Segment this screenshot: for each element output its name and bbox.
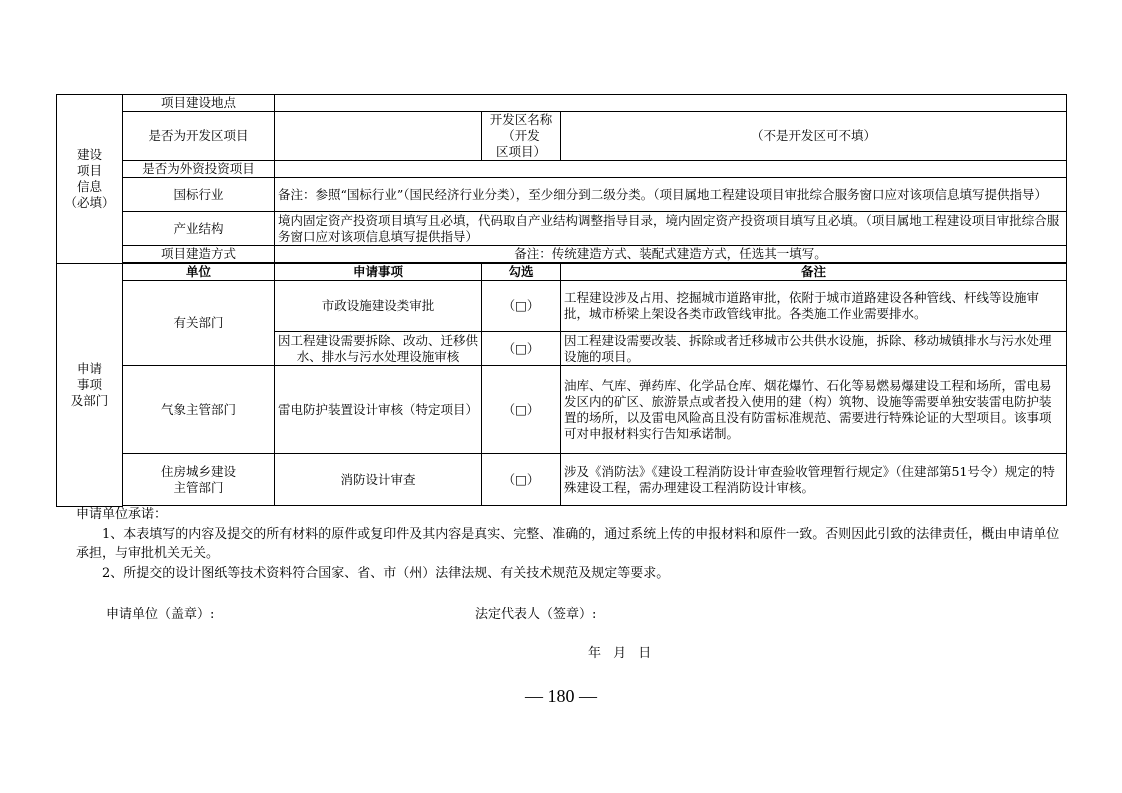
row-method <box>57 246 1067 263</box>
applicant-seal-label: 申请单位（盖章）: <box>106 607 215 622</box>
field-devzone-name[interactable]: （不是开发区可不填） <box>561 112 1067 161</box>
page-number: — 180 — <box>525 686 597 706</box>
checkbox-lightning[interactable]: （□） <box>482 366 561 454</box>
row-location <box>57 95 1067 112</box>
label-method: 项目建造方式 <box>123 246 275 263</box>
field-location[interactable] <box>275 95 1067 112</box>
checkbox-fire[interactable]: （□） <box>482 454 561 506</box>
header-item: 申请事项 <box>275 264 482 281</box>
row-header <box>57 264 1067 281</box>
item-water-facility: 因工程建设需要拆除、改动、迁移供水、排水与污水处理设施审核 <box>275 332 482 366</box>
commitment-title: 申请单位承诺： <box>76 507 168 522</box>
commitment-item-1: 1、本表填写的内容及提交的所有材料的原件或复印件及其内容是真实、完整、准确的，通过系统上传的申报材料和原件一致。否则因此引致的法律责任，概由申请单位承担，与审批机关无关。 <box>76 526 1060 561</box>
item-municipal: 市政设施建设类审批 <box>275 281 482 332</box>
section-application-title: 申请 事项 及部门 <box>57 264 123 507</box>
table-row <box>57 281 1067 332</box>
representative-signature-label: 法定代表人（签章）: <box>475 607 597 622</box>
field-devzone[interactable] <box>275 112 482 161</box>
checkbox-municipal[interactable]: （□） <box>482 281 561 332</box>
header-note: 备注 <box>561 264 1067 281</box>
label-foreign: 是否为外资投资项目 <box>123 161 275 178</box>
label-devzone-name: 开发区名称（开发 区项目） <box>482 112 561 161</box>
application-form-table <box>56 94 1067 507</box>
item-lightning: 雷电防护装置设计审核（特定项目） <box>275 366 482 454</box>
label-structure: 产业结构 <box>123 212 275 246</box>
table-row <box>57 454 1067 506</box>
table-row <box>57 366 1067 454</box>
field-foreign[interactable] <box>275 161 1067 178</box>
row-devzone <box>57 112 1067 161</box>
note-industry: 备注：参照“国标行业”（国民经济行业分类），至少细分到二级分类。（项目属地工程建设项目审批综合服务窗口应对该项信息填写提供指导） <box>275 178 1067 212</box>
note-method: 备注：传统建造方式、装配式建造方式，任选其一填写。 <box>275 246 1067 263</box>
header-check: 勾选 <box>482 264 561 281</box>
note-structure: 境内固定资产投资项目填写且必填，代码取自产业结构调整指导目录，境内固定资产投资项目填写且必填。（项目属地工程建设项目审批综合服务窗口应对该项信息填写提供指导） <box>275 212 1067 246</box>
note-lightning: 油库、气库、弹药库、化学品仓库、烟花爆竹、石化等易燃易爆建设工程和场所，雷电易发区内的矿区、旅游景点或者投入使用的建（构）筑物、设施等需要单独安装雷电防护装置的场所，以及雷电风险高且没有防雷标准规范、需要进行特殊论证的大型项目。该事项可对申报材料实行告知承诺制。 <box>561 366 1067 454</box>
commitment-section <box>76 505 1066 583</box>
row-industry <box>57 178 1067 212</box>
item-fire: 消防设计审查 <box>275 454 482 506</box>
row-structure <box>57 212 1067 246</box>
header-unit: 单位 <box>123 264 275 281</box>
note-municipal: 工程建设涉及占用、挖掘城市道路审批，依附于城市道路建设各种管线、杆线等设施审批，城市桥梁上架设各类市政管线审批。各类施工作业需要排水。 <box>561 281 1067 332</box>
unit-housing: 住房城乡建设 主管部门 <box>123 454 275 506</box>
unit-related-dept: 有关部门 <box>123 281 275 366</box>
checkbox-water-facility[interactable]: （□） <box>482 332 561 366</box>
note-water-facility: 因工程建设需要改装、拆除或者迁移城市公共供水设施，拆除、移动城镇排水与污水处理设施的项目。 <box>561 332 1067 366</box>
label-industry: 国标行业 <box>123 178 275 212</box>
unit-meteorology: 气象主管部门 <box>123 366 275 454</box>
label-devzone: 是否为开发区项目 <box>123 112 275 161</box>
section-project-info-title: 建设 项目 信息 （必填） <box>57 95 123 264</box>
label-location: 项目建设地点 <box>123 95 275 112</box>
commitment-item-2: 2、所提交的设计图纸等技术资料符合国家、省、市（州）法律法规、有关技术规范及规定等要求。 <box>102 565 670 581</box>
date-label: 年 月 日 <box>588 646 652 661</box>
row-foreign <box>57 161 1067 178</box>
note-fire: 涉及《消防法》《建设工程消防设计审查验收管理暂行规定》（住建部第51号令）规定的特殊建设工程，需办理建设工程消防设计审核。 <box>561 454 1067 506</box>
